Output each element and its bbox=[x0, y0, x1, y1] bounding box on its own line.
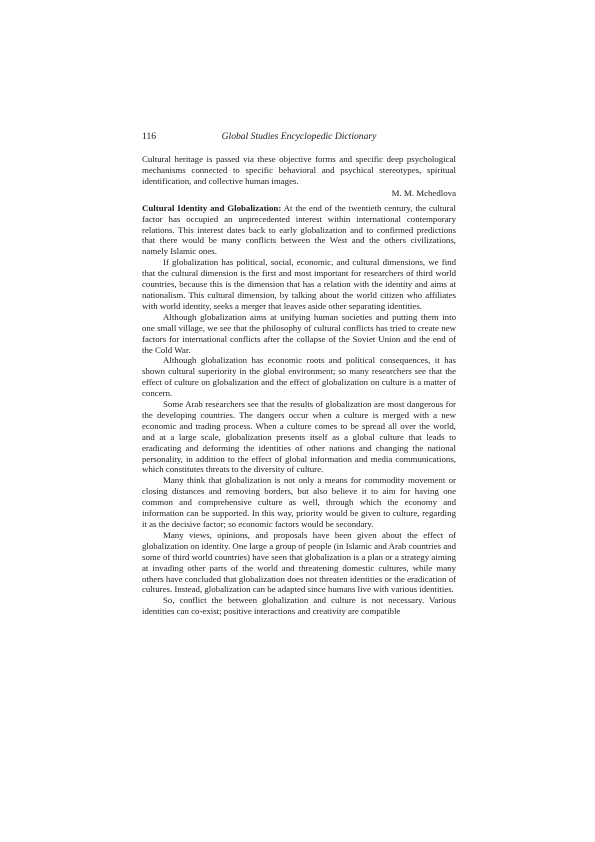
author-signature: M. M. Mchedlova bbox=[391, 187, 456, 198]
entry-title: Cultural Identity and Globalization: bbox=[142, 202, 282, 213]
page bbox=[142, 130, 456, 617]
entry-paragraph-2: If globalization has political, social, economic, and cultural dimensions, we find that the cultural dimension is the first and most important for researchers of third world countries, because this is the dimension that has a relation with the identity and aims at nationalism. This cultural dimension, by talking about the world citizen who affiliates with world identity, seeks a merger that leaves aside other separating identities. bbox=[142, 257, 456, 311]
entry-paragraph-3: Although globalization aims at unifying human societies and putting them into one small village, we see that the philosophy of cultural conflicts has tried to create new factors for international conflicts after the collapse of the Soviet Union and the end of the Cold War. bbox=[142, 311, 456, 355]
entry-paragraph-1 bbox=[142, 203, 456, 258]
entry-paragraph-8: So, conflict the between globalization and culture is not necessary. Various identities can co-exist; positive interactions and creativity are compatible bbox=[142, 595, 456, 617]
page-number: 116 bbox=[142, 131, 157, 142]
running-head bbox=[142, 130, 456, 144]
entry-paragraph-5: Some Arab researchers see that the results of globalization are most dangerous for the developing countries. The dangers occur when a culture is merged with a new economic and trading process. When a culture comes to be spread all over the world, and at a large scale, globalization presents itself as a global culture that leads to eradicating and deforming the identities of other nations and changing the national personality, in addition to the effect of global information and media communications, which constitutes threats to the diversity of culture. bbox=[142, 399, 456, 475]
previous-entry-paragraph: Cultural heritage is passed via these objective forms and specific deep psychological mechanisms connected to specific behavioral and psychical stereotypes, spiritual identification, and collective human images. bbox=[142, 154, 456, 186]
body-text bbox=[142, 154, 456, 617]
entry-paragraph-4: Although globalization has economic roots and political consequences, it has shown cultural superiority in the global environment; so many researchers see that the effect of culture on globalization and the effect of globalization on culture is a matter of concern. bbox=[142, 355, 456, 399]
running-title: Global Studies Encyclopedic Dictionary bbox=[221, 131, 377, 142]
entry-paragraph-1-text: At the end of the twentieth century, the cultural factor has occupied an unprecedented interest within international contemporary relations. This interest dates back to early globalization and to confirmed predictions that there would be many conflicts between the West and the others civilizations, namely Islamic ones. bbox=[142, 202, 456, 257]
entry-paragraph-7: Many views, opinions, and proposals have been given about the effect of globalization on identity. One large a group of people (in Islamic and Arab countries and some of third world countries) have seen that globalization is a plan or a strategy aiming at invading other parts of the world and threatening domestic cultures, while many others have concluded that globalization does not threaten identities or the eradication of cultures. Instead, globalization can be adapted since humans live with various identities. bbox=[142, 529, 456, 595]
entry-paragraph-6: Many think that globalization is not only a means for commodity movement or closing distances and removing borders, but also believe it to aim for having one common and comprehensive culture as well, through which the economy and information can be supported. In this way, priority would be given to culture, regarding it as the decisive factor; so economic factors would be secondary. bbox=[142, 475, 456, 529]
